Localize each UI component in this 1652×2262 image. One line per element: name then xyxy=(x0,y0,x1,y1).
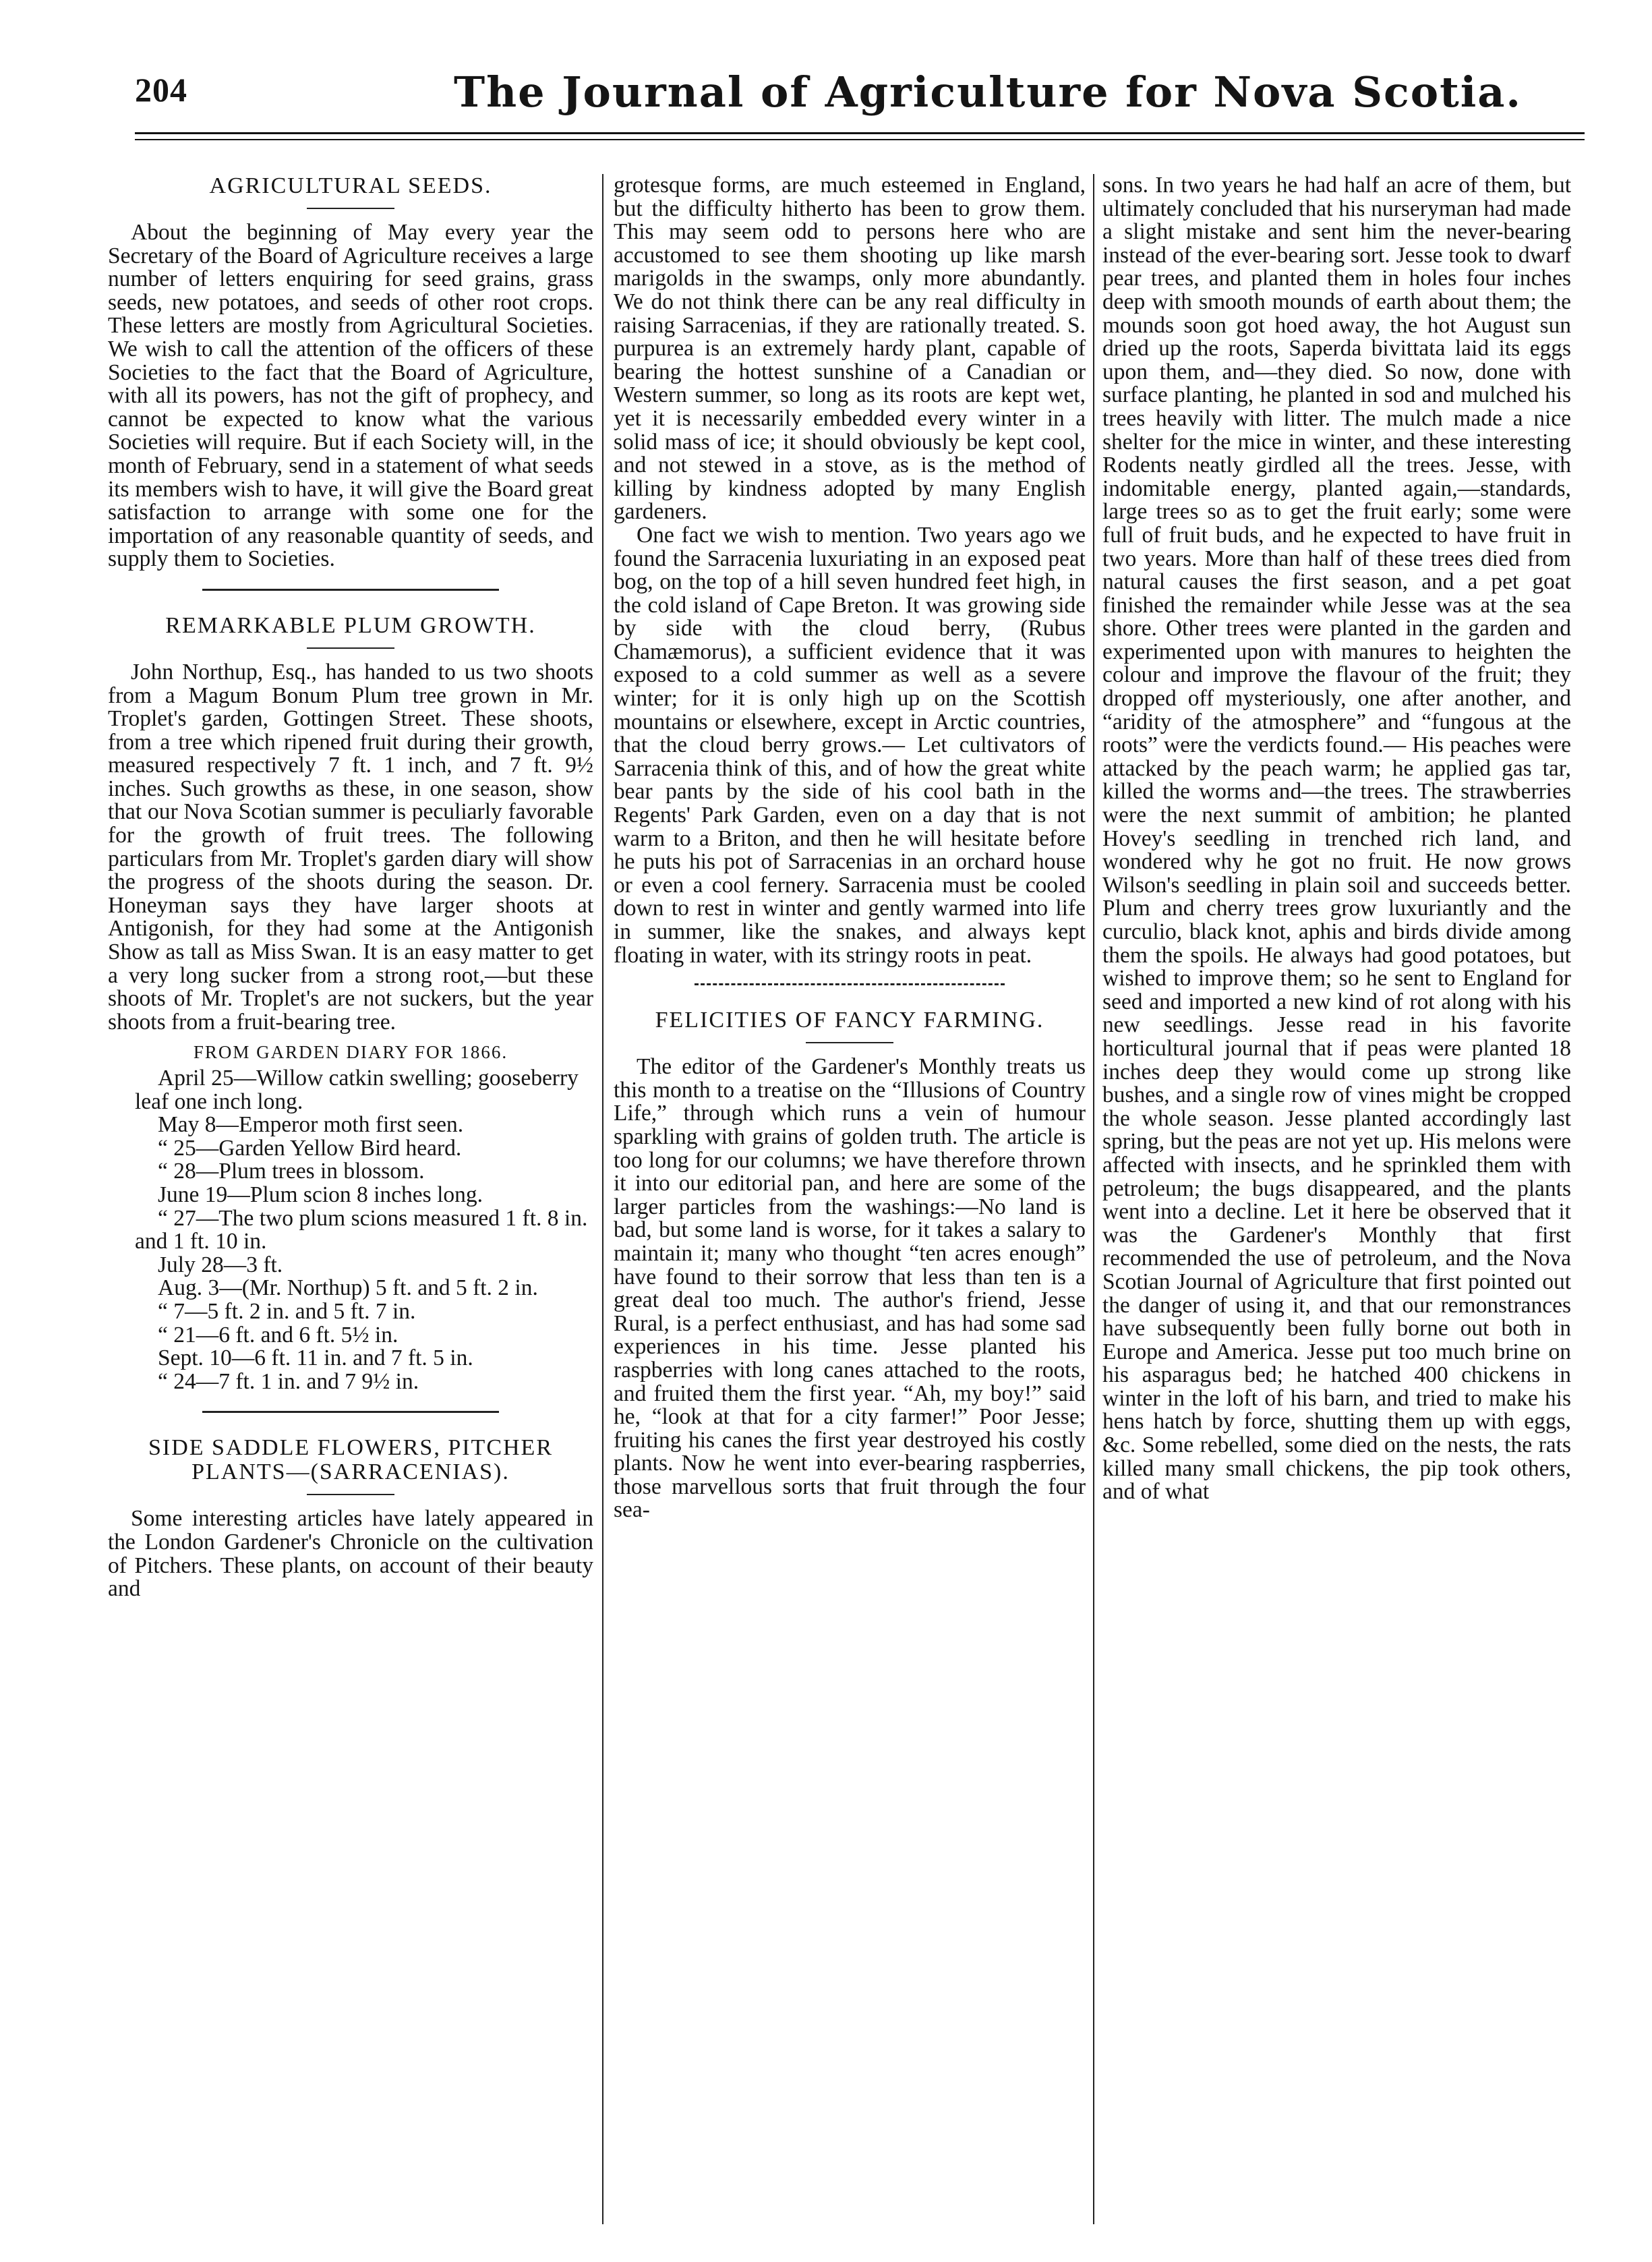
sarracenias-continued: grotesque forms, are much esteemed in England, but the difficulty hitherto has been to grow them. This may seem odd to persons here who are accustomed to see them shooting up like marsh marigolds in the swamps, only more abundantly. We do not think there can be any real difficulty in raising Sarracenias, if they are rationally treated. S. purpurea is an extremely hardy plant, capable of bearing the hottest sunshine of a Canadian or Western summer, so long as its roots are kept wet, yet it is necessarily embedded every winter in a solid mass of ice; it should obviously be kept cool, and not stewed in a stove, as is the method of killing by kindness adopted by many English gardeners. xyxy=(614,174,1086,525)
column-middle xyxy=(614,174,1086,2228)
diary-entry: “ 28—Plum trees in blossom. xyxy=(158,1159,425,1184)
sarracenias-paragraph: Some interesting articles have lately appeared in the London Gardener's Chronicle on the cultivation of Pitchers. These plants, on account of their beauty and xyxy=(108,1506,593,1602)
fancy-farming-paragraph: The editor of the Gardener's Monthly treats us this month to a treatise on the “Illusions of Country Life,” through which runs a vein of humour sparkling with grains of golden truth. The article is too long for our columns; we have therefore thrown it into our editorial pan, and here are some of the larger particles from the washings:—No land is bad, but some land is worse, for it takes a salary to maintain it; many who thought “ten acres enough” have found to their sorrow that less than ten is a great deal too much. The author's friend, Jesse Rural, is a perfect enthusiast, and has had some sad experiences in his time. Jesse planted his raspberries with long canes attached to the roots, and fruited them the first year. “Ah, my boy!” said he, “look at that for a city farmer!” Poor Jesse; fruiting his canes the first year destroyed his costly plants. Now he went into ever-bearing raspberries, those marvellous sorts that fruit through the four sea- xyxy=(614,1054,1086,1523)
diary-entry: July 28—3 ft. xyxy=(158,1252,283,1277)
article-title-fancy-farming: FELICITIES OF FANCY FARMING. xyxy=(655,1008,1044,1033)
diary-entry: “ 7—5 ft. 2 in. and 5 ft. 7 in. xyxy=(158,1298,416,1324)
column-left xyxy=(108,174,593,2228)
header-rule-thin xyxy=(135,139,1585,140)
column-rule-1 xyxy=(602,174,603,2224)
title-rule xyxy=(307,1494,394,1495)
title-rule xyxy=(307,208,394,209)
diary-entry: “ 24—7 ft. 1 in. and 7 9½ in. xyxy=(158,1368,419,1394)
page-number: 204 xyxy=(135,71,187,109)
diary-entry: Aug. 3—(Mr. Northup) 5 ft. and 5 ft. 2 in. xyxy=(158,1275,538,1301)
diary-entry: May 8—Emperor moth first seen. xyxy=(158,1112,464,1138)
plum-paragraph: John Northup, Esq., has handed to us two shoots from a Magum Bonum Plum tree grown in Mr. Troplet's garden, Gottingen Street. These shoots, from a tree which ripened fruit during their growth, measured respectively 7 ft. 1 inch, and 7 ft. 9½ inches. Such growths as these, in one season, show that our Nova Scotian summer is peculiarly favorable for the growth of fruit trees. The following particulars from Mr. Troplet's garden diary will show the progress of the shoots during the season. Dr. Honeyman says they have larger shoots at Antigonish, for they had some at the Antigonish Show as tall as Miss Swan. It is an easy matter to get a very long sucker from a strong root,—but these shoots of Mr. Troplet's are not suckers, but the year shoots from a fruit-bearing tree. xyxy=(108,659,593,1035)
section-divider xyxy=(202,1411,499,1413)
diary-entry: Sept. 10—6 ft. 11 in. and 7 ft. 5 in. xyxy=(158,1345,473,1371)
sarracenias-paragraph-2: One fact we wish to mention. Two years ago we found the Sarracenia luxuriating in an exposed peat bog, on the top of a hill seven hundred feet high, in the cold island of Cape Breton. It was growing side by side with the cloud berry, (Rubus Chamæmorus), a sufficient evidence that it was exposed to a cold summer as well as a severe winter; for it is only high up on the Scottish mountains or elsewhere, except in Arctic countries, that the cloud berry grows.— Let cultivators of Sarracenia think of this, and of how the great white bear pants by the side of his cool bath in the Regents' Park Garden, even on a day that is not warm to a Briton, and then he will hesitate before he puts his pot of Sarracenias in an orchard house or even a cool fernery. Sarracenia must be cooled down to rest in winter and gently warmed into life in summer, like the snakes, and always kept floating in water, with its stringy roots in peat. xyxy=(614,522,1086,968)
diary-entry: April 25—Willow catkin swelling; gooseberry leaf one inch long. xyxy=(135,1066,579,1114)
section-divider xyxy=(202,589,499,591)
article-title-plum: REMARKABLE PLUM GROWTH. xyxy=(165,612,536,638)
diary-heading: FROM GARDEN DIARY FOR 1866. xyxy=(193,1042,508,1063)
section-divider xyxy=(695,983,1005,985)
column-rule-2 xyxy=(1093,174,1094,2224)
article-title-sarracenias: SIDE SADDLE FLOWERS, PITCHER PLANTS—(SARRACENIAS). xyxy=(148,1435,554,1485)
column-right xyxy=(1102,174,1571,2228)
title-rule xyxy=(806,1042,893,1043)
diary-entry: “ 21—6 ft. and 6 ft. 5½ in. xyxy=(158,1322,399,1347)
diary-entry: June 19—Plum scion 8 inches long. xyxy=(158,1182,483,1207)
diary-entry: “ 27—The two plum scions measured 1 ft. 8 in. and 1 ft. 10 in. xyxy=(135,1205,588,1254)
article-title-seeds: AGRICULTURAL SEEDS. xyxy=(209,174,492,198)
title-rule xyxy=(307,647,394,649)
running-title: The Journal of Agriculture for Nova Scotia. xyxy=(453,67,1523,117)
seeds-paragraph: About the beginning of May every year the Secretary of the Board of Agriculture receives a large number of letters enquiring for seed grains, grass seeds, new potatoes, and seeds of other root crops. These letters are mostly from Agricultural Societies. We wish to call the attention of the officers of these Societies to the fact that the Board of Agriculture, with all its powers, has not the gift of prophecy, and cannot be expected to know what the various Societies will require. But if each Society will, in the month of February, send in a statement of what seeds its members wish to have, it will give the Board great satisfaction to arrange with some one for the importation of any reasonable quantity of seeds, and supply them to Societies. xyxy=(108,220,593,572)
header-rule xyxy=(135,132,1585,134)
diary-entry: “ 25—Garden Yellow Bird heard. xyxy=(158,1135,462,1161)
fancy-farming-continued: sons. In two years he had half an acre of them, but ultimately concluded that his nurseryman had made a slight mistake and sent him the never-bearing instead of the ever-bearing sort. Jesse took to dwarf pear trees, and planted them in holes four inches deep with smooth mounds of earth about them; the mounds soon got hoed away, the hot August sun dried up the roots, Saperda bivittata laid its eggs upon them, and—they died. So now, done with surface planting, he planted in sod and mulched his trees heavily with litter. The mulch made a nice shelter for the mice in winter, and these interesting Rodents neatly girdled all the trees. Jesse, with indomitable energy, planted again,—standards, large trees so as to get the fruit early; some were full of fruit buds, and he expected to have fruit in two years. More than half of these trees died from natural causes the first season, and a pet goat finished the remainder while Jesse was at the sea shore. Other trees were planted in the garden and experimented upon with manures to heighten the colour and improve the flavour of the fruit; they dropped off mysteriously, one after another, and “aridity of the atmosphere” and “fungous at the roots” were the verdicts found.— His peaches were attacked by the peach warm; he applied gas tar, killed the worms and—the trees. The strawberries were the next summit of ambition; he planted Hovey's seedling in trenched rich land, and wondered why he got no fruit. He now grows Wilson's seedling in plain soil and succeeds better. Plum and cherry trees grow luxuriantly and the curculio, black knot, aphis and birds divide among them the spoils. He always had good potatoes, but wished to improve them; so he sent to England for seed and imported a new kind of rot along with his new seedlings. Jesse read in his favorite horticultural journal that if peas were planted 18 inches deep they would come up strong like bushes, and a single row of vines might be cropped the whole season. Jesse planted accordingly last spring, but the peas are not yet up. His melons were affected with insects, and he sprinkled them with petroleum; the bugs disappeared, and the plants went into a decline. Let it here be observed that it was the Gardener's Monthly that first recommended the use of petroleum, and the Nova Scotian Journal of Agriculture that first pointed out the danger of using it, and that our remonstrances have subsequently been fully borne out both in Europe and America. Jesse put too much brine on his asparagus bed; he hatched 400 chickens in winter in the loft of his barn, and tried to make his hens hatch by force, shutting them up with eggs, &c. Some rebelled, some died on the nests, the rats killed many small chickens, the pip took others, and of what xyxy=(1102,174,1571,1505)
